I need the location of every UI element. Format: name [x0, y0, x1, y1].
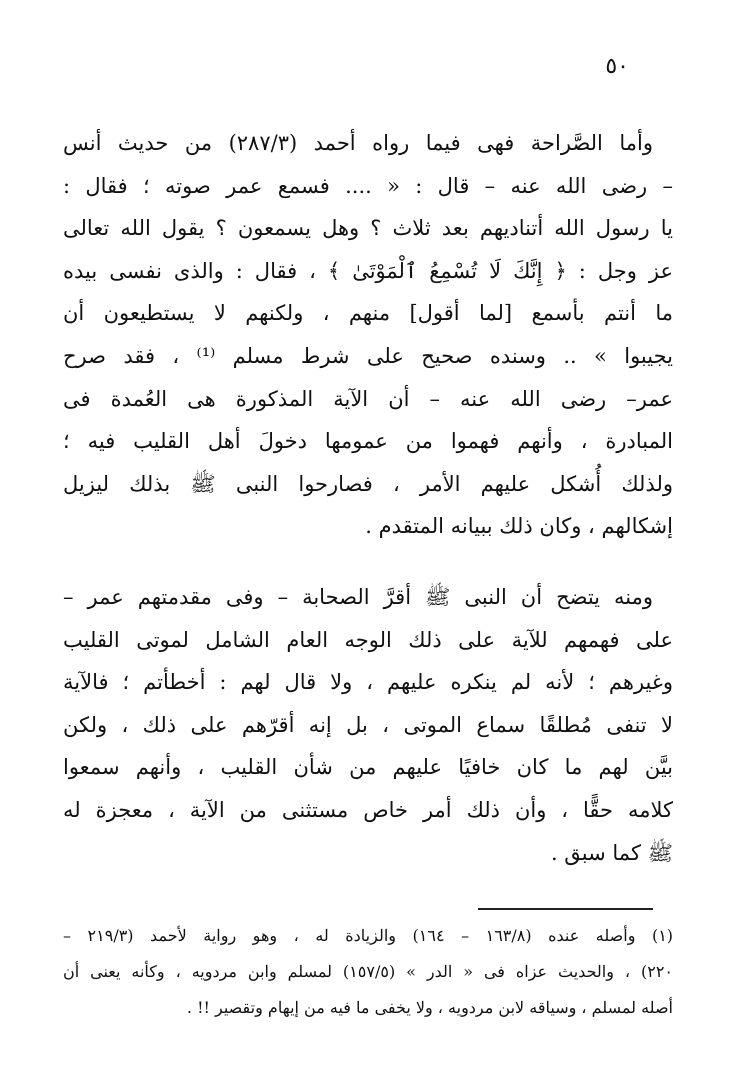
footnote — [63, 918, 673, 1026]
text-line: عز وجل : ﴿ إِنَّكَ لَا تُسْمِعُ ٱلْمَوْتَىٰ ﴾ ، فقال : والذى نفسى بيده — [63, 258, 673, 283]
paragraph-1 — [63, 122, 673, 548]
main-text — [63, 122, 673, 874]
page-number: ٥٠ — [605, 54, 629, 79]
text-line: وأما الصَّراحة فهى فيما رواه أحمد (٢٨٧/٣) من حديث أنس — [63, 131, 653, 155]
text-line: كلامه حقًّا ، وأن ذلك أمر خاص مستثنى من الآية ، معجزة له — [63, 797, 673, 822]
footnote-line: أصله لمسلم ، وسياقه لابن مردويه ، ولا يخفى ما فيه من إيهام وتقصير !! . — [186, 998, 673, 1017]
text-line: يجيبوا » .. وسنده صحيح على شرط مسلم ⁽¹⁾ ، فقد صرح — [63, 343, 673, 368]
footnote-line: (١) وأصله عنده (١٦٣/٨ – ١٦٤) والزيادة له ، وهو رواية لأحمد (٢١٩/٣ – — [63, 926, 674, 945]
text-line: على فهمهم للآية على ذلك الوجه العام الشامل لموتى القليب — [63, 627, 673, 652]
text-line: لا تنفى مُطلقًا سماع الموتى ، بل إنه أقرّهم على ذلك ، ولكن — [63, 712, 673, 737]
text-line: – رضى الله عنه – قال : « .... فسمع عمر صوته ؛ فقال : — [63, 173, 673, 198]
text-line: يا رسول الله أتناديهم بعد ثلاث ؟ وهل يسمعون ؟ يقول الله تعالى — [63, 216, 673, 241]
text-line: ومنه يتضح أن النبى ﷺ أقرَّ الصحابة – وفى مقدمتهم عمر – — [63, 584, 653, 609]
text-line: ما أنتم بأسمع [لما أقول] منهم ، ولكنهم لا يستطيعون أن — [63, 301, 673, 326]
footnote-line: ٢٢٠) ، والحديث عزاه فى « الدر » (١٥٧/٥) لمسلم وابن مردويه ، وكأنه يعنى أن — [63, 962, 674, 981]
text-line: ولذلك أُشكل عليهم الأمر ، فصارحوا النبى ﷺ بذلك ليزيل — [63, 471, 673, 496]
text-line: المبادرة ، وأنهم فهموا من عمومها دخولَ أهل القليب فيه ؛ — [63, 429, 673, 454]
text-line: ﷺ كما سبق . — [550, 840, 673, 865]
text-line: بيَّن لهم ما كان خافيًا عليهم من شأن القليب ، وأنهم سمعوا — [63, 755, 673, 780]
paragraph-2 — [63, 576, 673, 874]
footnote-divider — [478, 908, 653, 910]
paragraph-gap — [63, 548, 673, 576]
text-line: وغيرهم ؛ لأنه لم ينكره عليهم ، ولا قال لهم : أخطأتم ؛ فالآية — [63, 670, 673, 695]
text-line: إشكالهم ، وكان ذلك ببيانه المتقدم . — [365, 514, 673, 539]
text-line: عمر– رضى الله عنه – أن الآية المذكورة هى العُمدة فى — [63, 386, 673, 411]
